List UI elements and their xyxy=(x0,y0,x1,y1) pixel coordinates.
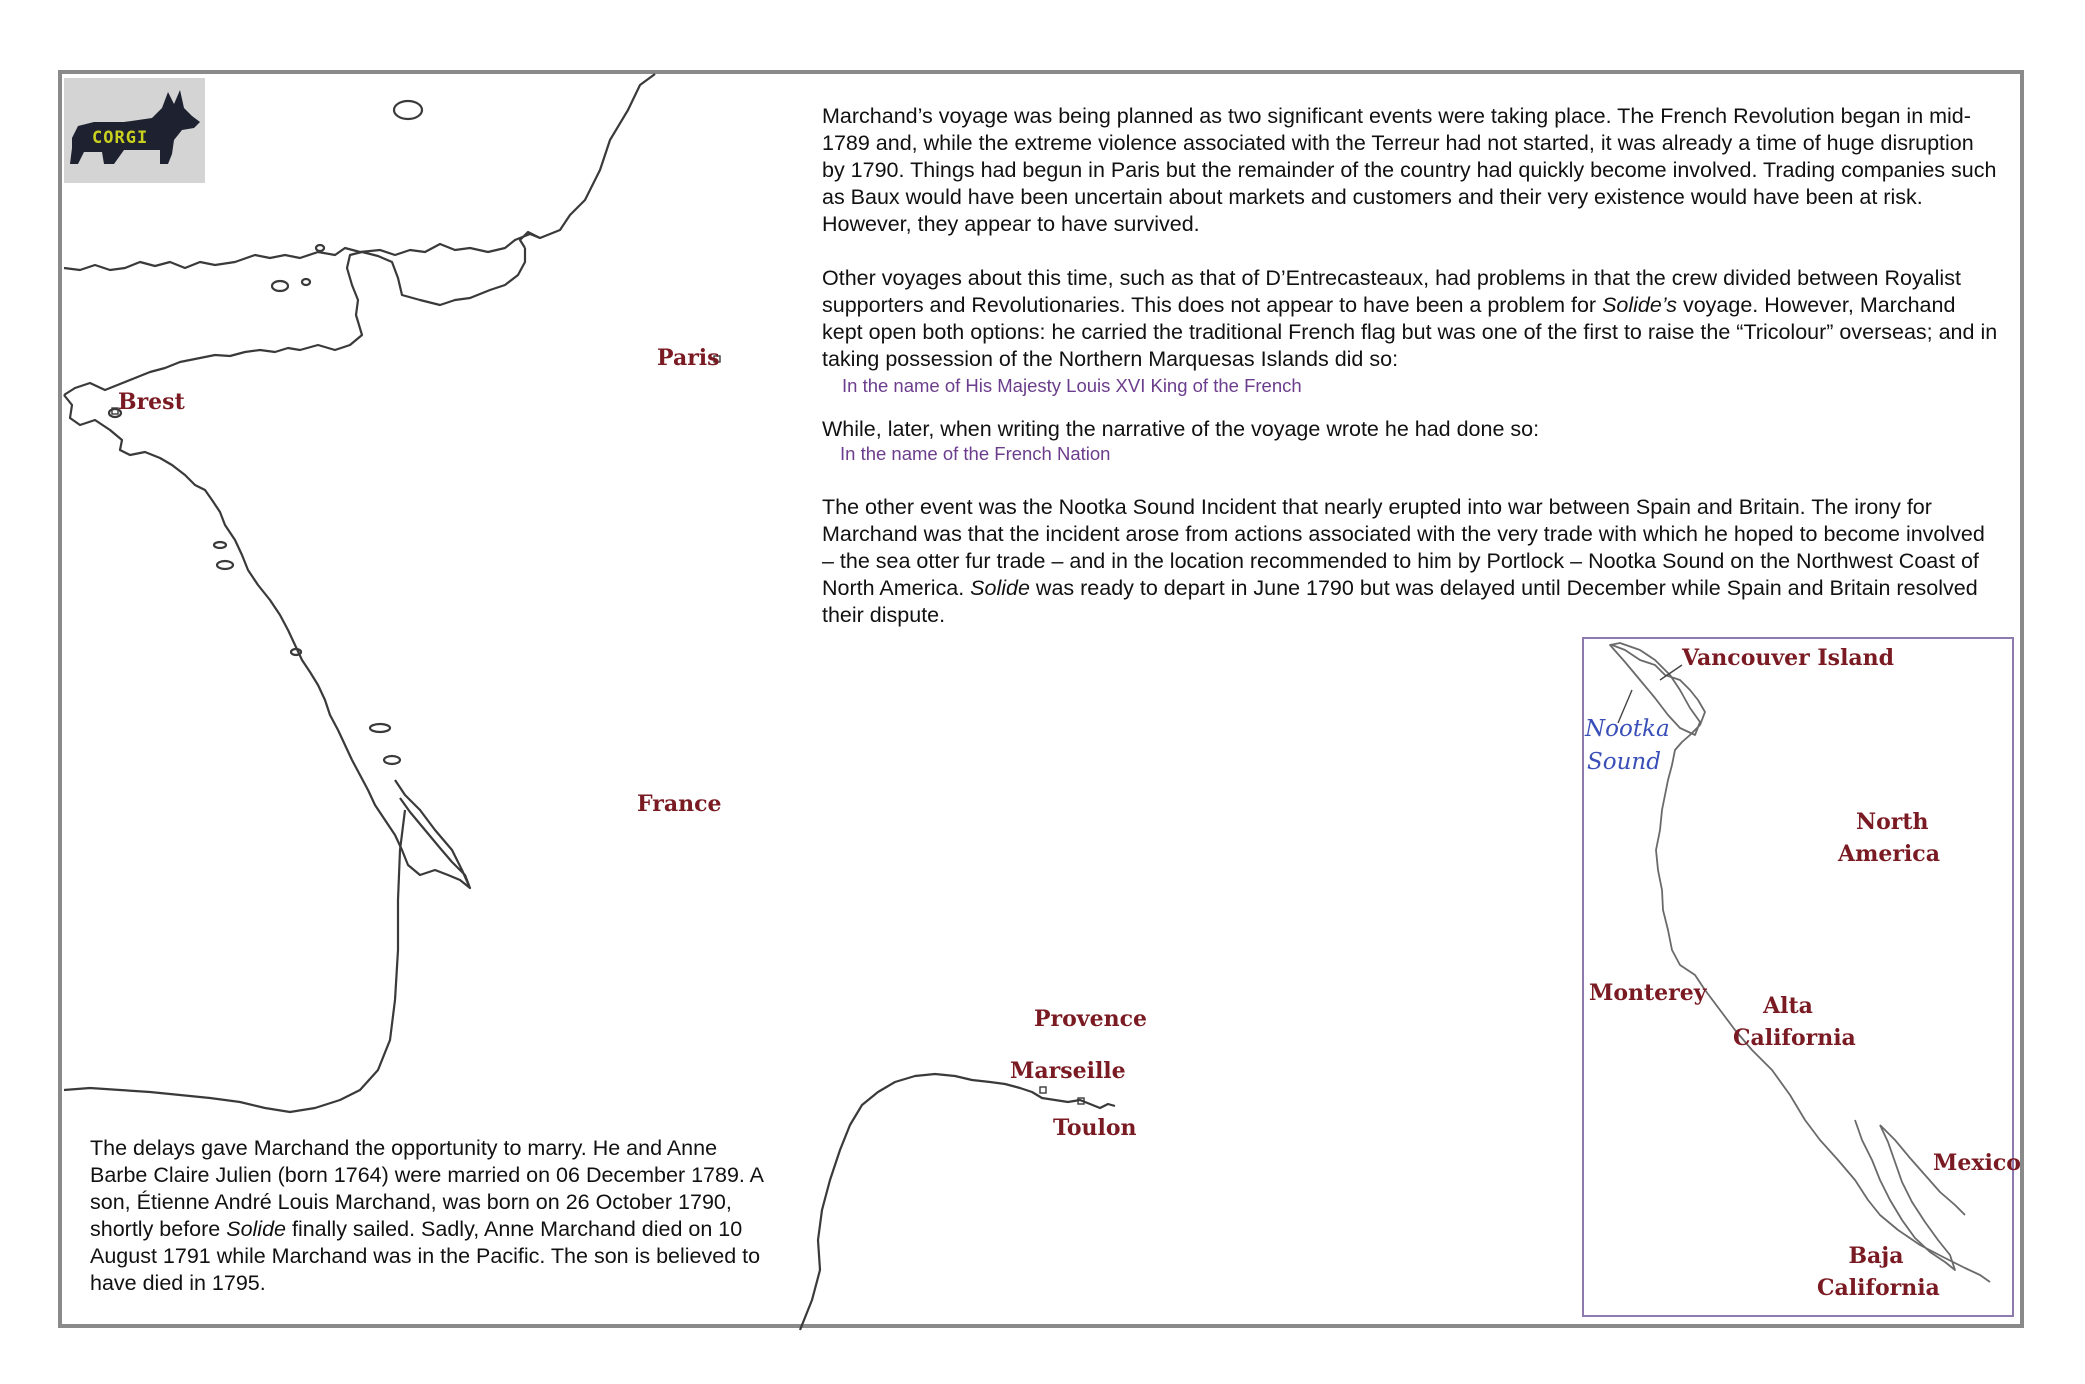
label-north: North xyxy=(1856,809,1929,835)
paragraph-marriage xyxy=(90,1135,780,1297)
paragraph-other-voyages-italic: Solide’s xyxy=(1602,293,1677,317)
label-alta: Alta xyxy=(1763,993,1813,1019)
label-toulon: Toulon xyxy=(1053,1115,1137,1141)
corgi-logo xyxy=(64,78,205,183)
paragraph-other-voyages xyxy=(822,265,2002,373)
label-provence: Provence xyxy=(1034,1006,1147,1032)
paragraph-marriage-part1: The delays gave Marchand the opportunity to marry. He and Anne Barbe Claire Julien (born 1764) were married on 06 December 1789. A son, Étienne André Louis Marchand, was born on 26 October 1790, shortly before xyxy=(90,1136,763,1241)
landes-coast xyxy=(64,810,405,1112)
island xyxy=(214,542,226,548)
label-monterey: Monterey xyxy=(1589,980,1707,1006)
island xyxy=(302,279,310,285)
paragraph-nootka xyxy=(822,494,2002,629)
label-marseille: Marseille xyxy=(1010,1058,1126,1084)
island xyxy=(272,281,288,291)
island xyxy=(316,245,324,251)
marseille-marker xyxy=(1040,1087,1046,1093)
label-baja: Baja xyxy=(1848,1243,1904,1269)
island xyxy=(217,561,233,569)
brittany-west xyxy=(64,395,470,888)
paragraph-marriage-italic: Solide xyxy=(226,1217,286,1241)
island xyxy=(394,101,422,119)
paragraph-marriage-part2: finally sailed. Sadly, Anne Marchand died on 10 August 1791 while Marchand was in the Pacific. The son is believed to have died in 1795. xyxy=(90,1217,761,1295)
paragraph-nootka-part2: was ready to depart in June 1790 but was delayed until December while Spain and Britain resolved their dispute. xyxy=(822,576,1978,627)
island xyxy=(291,649,301,655)
label-france: France xyxy=(637,791,722,817)
quote-french-nation: In the name of the French Nation xyxy=(840,443,1111,464)
paragraph-other-voyages-part1: Other voyages about this time, such as that of D’Entrecasteaux, had problems in that the crew divided between Royalist supporters and Revolutionaries. This does not appear to have been a problem for xyxy=(822,266,1961,317)
paragraph-other-voyages-part2: voyage. However, Marchand kept open both options: he carried the traditional French flag but was one of the first to raise the “Tricolour” overseas; and in taking possession of the Northern Marquesas Islands did so: xyxy=(822,293,1998,371)
quote-louis-xvi: In the name of His Majesty Louis XVI King of the French xyxy=(842,375,1302,396)
label-america: America xyxy=(1838,841,1940,867)
label-sound: Sound xyxy=(1587,749,1661,775)
paragraph-revolution: Marchand’s voyage was being planned as two significant events were taking place. The French Revolution began in mid-1789 and, while the extreme violence associated with the Terreur had not started, it was already a time of huge disruption by 1790. Things had begun in Paris but the remainder of the country had quickly become involved. Trading companies such as Baux would have been uncertain about markets and customers and their very existence would have been at risk. However, they appear to have survived. xyxy=(822,104,1997,236)
paragraph-nootka-italic: Solide xyxy=(970,576,1030,600)
label-mexico: Mexico xyxy=(1933,1150,2021,1176)
label-alta-california: California xyxy=(1733,1025,1856,1051)
island xyxy=(370,724,390,732)
logo-text: CORGI xyxy=(92,128,149,148)
label-brest: Brest xyxy=(118,389,185,415)
paragraph-narrative: While, later, when writing the narrative of the voyage wrote he had done so: xyxy=(822,417,1540,441)
label-baja-california: California xyxy=(1817,1275,1940,1301)
label-vancouver-island: Vancouver Island xyxy=(1682,645,1895,671)
island xyxy=(384,756,400,764)
paragraph-nootka-part1: The other event was the Nootka Sound Incident that nearly erupted into war between Spain and Britain. The irony for Marchand was that the incident arose from actions associated with the very trade with which he hoped to become involved – the sea otter fur trade – and in the location recommended to him by Portlock – Nootka Sound on the Northwest Coast of North America. xyxy=(822,495,1985,600)
label-paris: Paris xyxy=(657,345,720,371)
label-nootka: Nootka xyxy=(1585,716,1670,742)
